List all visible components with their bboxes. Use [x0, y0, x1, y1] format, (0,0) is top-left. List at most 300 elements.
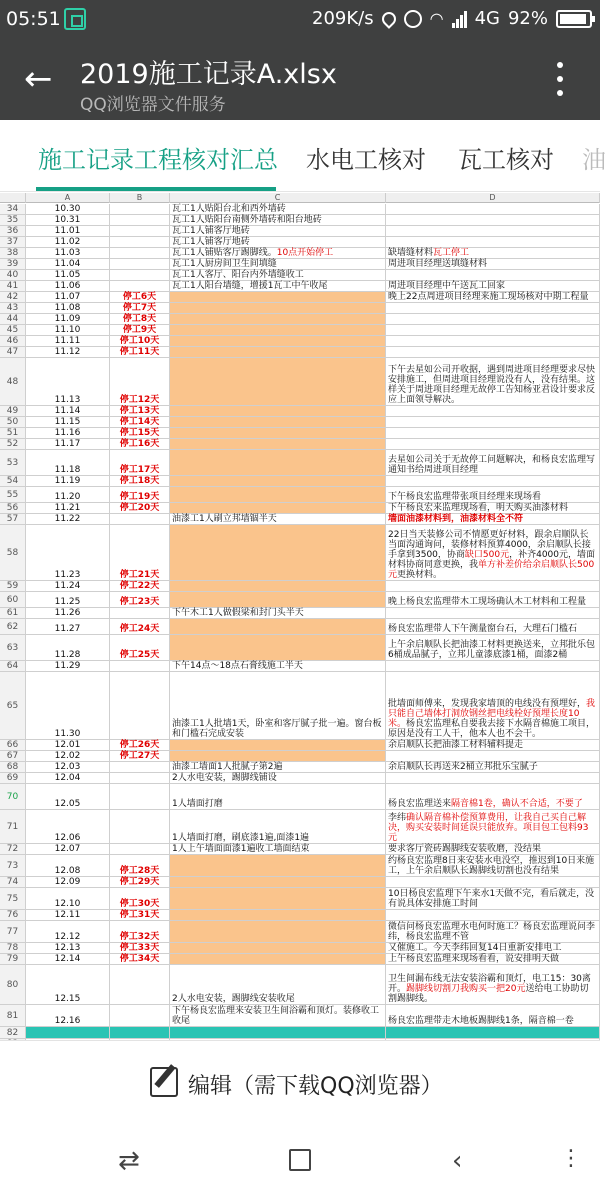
stop-days-cell[interactable] — [110, 619, 170, 634]
stop-days-cell[interactable] — [110, 954, 170, 964]
cell-text: 单方补差价给余启顺队长500元 — [388, 560, 595, 580]
date-cell[interactable] — [26, 608, 110, 618]
cell-text: 10日杨良宏监理下午来水1天做不完，看后就走，没有说具体安排施工时间 — [388, 889, 595, 909]
note-cell[interactable] — [386, 762, 600, 772]
column-header-c[interactable]: C — [170, 193, 386, 203]
note-cell[interactable] — [386, 237, 600, 247]
work-cell[interactable] — [170, 336, 386, 346]
note-cell[interactable] — [386, 877, 600, 887]
row-number[interactable] — [0, 281, 26, 291]
stop-days-cell[interactable] — [110, 487, 170, 502]
row-number[interactable] — [0, 215, 26, 225]
cell-text: 76 — [6, 910, 19, 920]
note-cell[interactable] — [386, 751, 600, 761]
stop-days-cell[interactable] — [110, 417, 170, 427]
date-cell[interactable] — [26, 347, 110, 357]
work-cell[interactable] — [170, 784, 386, 809]
stop-days-cell[interactable] — [110, 1005, 170, 1026]
work-cell[interactable] — [170, 358, 386, 405]
stop-days-cell[interactable] — [110, 965, 170, 1004]
tab-summary[interactable]: 施工记录工程核对汇总 — [38, 146, 278, 174]
stop-days-cell[interactable] — [110, 844, 170, 854]
stop-days-cell[interactable] — [110, 428, 170, 438]
work-cell[interactable] — [170, 592, 386, 607]
row-number[interactable] — [0, 751, 26, 761]
table-row — [0, 888, 600, 910]
note-cell[interactable] — [386, 358, 600, 405]
row-number[interactable] — [0, 608, 26, 618]
row-number[interactable] — [0, 910, 26, 920]
note-cell[interactable] — [386, 215, 600, 225]
date-cell[interactable] — [26, 810, 110, 843]
tab-painting[interactable]: 油 — [582, 146, 606, 174]
date-cell[interactable] — [26, 888, 110, 909]
work-cell[interactable] — [170, 1005, 386, 1026]
stop-days-cell[interactable] — [110, 784, 170, 809]
date-cell[interactable] — [26, 844, 110, 854]
stop-days-cell[interactable] — [110, 877, 170, 887]
date-cell[interactable] — [26, 336, 110, 346]
work-cell[interactable] — [170, 608, 386, 618]
note-cell[interactable] — [386, 844, 600, 854]
stop-days-cell[interactable] — [110, 439, 170, 449]
stop-days-cell[interactable] — [110, 347, 170, 357]
more-icon[interactable] — [556, 62, 564, 96]
stop-days-cell[interactable] — [110, 635, 170, 660]
work-cell[interactable] — [170, 215, 386, 225]
work-cell[interactable] — [170, 270, 386, 280]
note-cell[interactable] — [386, 292, 600, 302]
note-cell[interactable] — [386, 773, 600, 783]
date-cell[interactable] — [26, 514, 110, 524]
stop-days-cell[interactable] — [110, 943, 170, 953]
date-cell[interactable] — [26, 910, 110, 920]
stop-days-cell[interactable] — [110, 270, 170, 280]
stop-days-cell[interactable] — [110, 259, 170, 269]
work-cell[interactable] — [170, 740, 386, 750]
stop-days-cell[interactable] — [110, 773, 170, 783]
note-cell[interactable] — [386, 525, 600, 580]
stop-days-cell[interactable] — [110, 608, 170, 618]
table-row — [0, 751, 600, 762]
row-number[interactable] — [0, 773, 26, 783]
work-cell[interactable] — [170, 406, 386, 416]
note-cell[interactable] — [386, 910, 600, 920]
work-cell[interactable] — [170, 450, 386, 475]
stop-days-cell[interactable] — [110, 204, 170, 214]
note-cell[interactable] — [386, 740, 600, 750]
note-cell[interactable] — [386, 347, 600, 357]
nav-back-icon[interactable]: ‹ — [452, 1146, 463, 1176]
note-cell[interactable] — [386, 281, 600, 291]
note-cell[interactable] — [386, 450, 600, 475]
note-cell[interactable] — [386, 592, 600, 607]
row-number[interactable] — [0, 525, 26, 580]
note-cell[interactable] — [386, 810, 600, 843]
note-cell[interactable] — [386, 1005, 600, 1026]
row-number[interactable] — [0, 619, 26, 634]
date-cell[interactable] — [26, 877, 110, 887]
date-cell[interactable] — [26, 525, 110, 580]
date-cell[interactable] — [26, 248, 110, 258]
date-cell[interactable] — [26, 784, 110, 809]
note-cell[interactable] — [386, 635, 600, 660]
stop-days-cell[interactable] — [110, 661, 170, 671]
tab-plumbing[interactable]: 水电工核对 — [306, 146, 426, 174]
row-number[interactable] — [0, 844, 26, 854]
nav-switch-icon[interactable]: ⇄ — [118, 1146, 140, 1176]
battery-percent: 92% — [507, 8, 548, 29]
date-cell[interactable] — [26, 762, 110, 772]
note-cell[interactable] — [386, 672, 600, 739]
note-cell[interactable] — [386, 439, 600, 449]
table-row — [0, 877, 600, 888]
column-header-d[interactable]: D — [386, 193, 600, 203]
row-number[interactable] — [0, 954, 26, 964]
note-text — [388, 844, 541, 854]
tab-tiling[interactable]: 瓦工核对 — [458, 146, 554, 174]
date-cell[interactable] — [26, 281, 110, 291]
stop-days-cell[interactable] — [110, 476, 170, 486]
work-cell[interactable] — [170, 417, 386, 427]
nav-home-icon[interactable] — [289, 1149, 311, 1171]
row-number[interactable] — [0, 921, 26, 942]
row-number[interactable] — [0, 503, 26, 513]
note-text — [388, 856, 597, 876]
row-number[interactable] — [0, 325, 26, 335]
row-number[interactable] — [0, 965, 26, 1004]
work-text — [172, 237, 250, 247]
note-cell[interactable] — [386, 855, 600, 876]
work-cell[interactable] — [170, 476, 386, 486]
stop-days-cell[interactable] — [110, 237, 170, 247]
cell-text: 48 — [6, 376, 19, 387]
note-cell[interactable] — [386, 943, 600, 953]
date-cell[interactable] — [26, 439, 110, 449]
cell-text: 58 — [6, 547, 19, 558]
row-number[interactable] — [0, 204, 26, 214]
file-subtitle: QQ浏览器文件服务 — [80, 95, 226, 115]
note-cell[interactable] — [386, 619, 600, 634]
cell-text: 11.09 — [54, 314, 81, 324]
edit-bar[interactable] — [0, 1040, 600, 1128]
row-number[interactable] — [0, 810, 26, 843]
stop-days-cell[interactable] — [110, 762, 170, 772]
note-cell[interactable] — [386, 325, 600, 335]
note-cell[interactable] — [386, 784, 600, 809]
row-number[interactable] — [0, 439, 26, 449]
stop-days-cell[interactable] — [110, 215, 170, 225]
date-cell[interactable] — [26, 259, 110, 269]
work-cell[interactable] — [170, 1027, 386, 1038]
work-cell[interactable] — [170, 661, 386, 671]
stop-days-cell[interactable] — [110, 336, 170, 346]
row-number[interactable] — [0, 855, 26, 876]
date-cell[interactable] — [26, 503, 110, 513]
cell-text: 上午杨良宏监理来现场看看，说安排明天做 — [388, 954, 560, 964]
note-cell[interactable] — [386, 259, 600, 269]
stop-days-cell[interactable] — [110, 450, 170, 475]
date-cell[interactable] — [26, 921, 110, 942]
date-cell[interactable] — [26, 773, 110, 783]
work-cell[interactable] — [170, 581, 386, 591]
work-cell[interactable] — [170, 751, 386, 761]
work-cell[interactable] — [170, 503, 386, 513]
stop-days-cell[interactable] — [110, 514, 170, 524]
work-cell[interactable] — [170, 954, 386, 964]
row-number[interactable] — [0, 358, 26, 405]
cell-text: 11.23 — [54, 570, 81, 580]
cell-text: 下午杨良宏来监理现场看，明天购买油漆材料 — [388, 503, 569, 513]
note-cell[interactable] — [386, 1027, 600, 1038]
row-number[interactable] — [0, 1005, 26, 1026]
work-cell[interactable] — [170, 965, 386, 1004]
cell-text: 11.01 — [54, 226, 81, 236]
work-cell[interactable] — [170, 810, 386, 843]
stop-days-cell[interactable] — [110, 910, 170, 920]
note-cell[interactable] — [386, 476, 600, 486]
date-cell[interactable] — [26, 619, 110, 634]
table-row — [0, 1005, 600, 1027]
date-cell[interactable] — [26, 325, 110, 335]
row-number[interactable] — [0, 417, 26, 427]
note-cell[interactable] — [386, 417, 600, 427]
stop-days-cell[interactable] — [110, 592, 170, 607]
work-cell[interactable] — [170, 619, 386, 634]
row-number[interactable] — [0, 487, 26, 502]
table-row — [0, 943, 600, 954]
stop-days-cell[interactable] — [110, 503, 170, 513]
date-cell[interactable] — [26, 270, 110, 280]
work-cell[interactable] — [170, 525, 386, 580]
date-cell[interactable] — [26, 751, 110, 761]
date-cell[interactable] — [26, 1027, 110, 1038]
back-arrow-icon[interactable]: ← — [24, 59, 53, 99]
cell-text: 47 — [6, 347, 19, 357]
date-cell[interactable] — [26, 476, 110, 486]
work-cell[interactable] — [170, 226, 386, 236]
work-cell[interactable] — [170, 773, 386, 783]
cell-text: 12.12 — [54, 932, 81, 942]
stop-days-cell[interactable] — [110, 292, 170, 302]
stop-days-cell[interactable] — [110, 810, 170, 843]
note-cell[interactable] — [386, 336, 600, 346]
row-number[interactable] — [0, 661, 26, 671]
cell-text: ，补齐4000元，墙面材料协商同意更换，我 — [388, 550, 595, 570]
work-cell[interactable] — [170, 855, 386, 876]
row-number[interactable] — [0, 740, 26, 750]
date-cell[interactable] — [26, 487, 110, 502]
work-cell[interactable] — [170, 204, 386, 214]
stop-days-cell[interactable] — [110, 406, 170, 416]
note-cell[interactable] — [386, 303, 600, 313]
note-cell[interactable] — [386, 428, 600, 438]
date-cell[interactable] — [26, 943, 110, 953]
row-number[interactable] — [0, 784, 26, 809]
stop-days-cell[interactable] — [110, 525, 170, 580]
date-cell[interactable] — [26, 661, 110, 671]
note-cell[interactable] — [386, 608, 600, 618]
stop-days-cell[interactable] — [110, 581, 170, 591]
row-number[interactable] — [0, 347, 26, 357]
stop-days-cell[interactable] — [110, 358, 170, 405]
date-cell[interactable] — [26, 215, 110, 225]
note-cell[interactable] — [386, 581, 600, 591]
row-number[interactable] — [0, 581, 26, 591]
note-cell[interactable] — [386, 965, 600, 1004]
date-cell[interactable] — [26, 303, 110, 313]
row-number[interactable] — [0, 226, 26, 236]
cell-text: 64 — [6, 661, 19, 671]
spreadsheet[interactable] — [0, 193, 600, 1040]
date-cell[interactable] — [26, 855, 110, 876]
work-cell[interactable] — [170, 762, 386, 772]
row-number[interactable] — [0, 270, 26, 280]
row-number[interactable] — [0, 428, 26, 438]
work-cell[interactable] — [170, 910, 386, 920]
stop-days-cell[interactable] — [110, 855, 170, 876]
work-cell[interactable] — [170, 514, 386, 524]
work-cell[interactable] — [170, 248, 386, 258]
date-cell[interactable] — [26, 450, 110, 475]
date-cell[interactable] — [26, 292, 110, 302]
cell-text: 11.17 — [54, 439, 81, 449]
cell-text: 11.14 — [54, 406, 81, 416]
row-number[interactable] — [0, 314, 26, 324]
edit-button-label[interactable]: 编辑（需下载QQ浏览器） — [188, 1074, 443, 1099]
work-cell[interactable] — [170, 325, 386, 335]
note-cell[interactable] — [386, 487, 600, 502]
row-number[interactable] — [0, 762, 26, 772]
work-cell[interactable] — [170, 259, 386, 269]
row-number[interactable] — [0, 514, 26, 524]
cell-text: 57 — [6, 514, 19, 524]
cell-text: 瓦工1人阳台墙缝，增援1瓦工中午收尾 — [172, 281, 328, 291]
table-row — [0, 358, 600, 406]
stop-days-cell[interactable] — [110, 1027, 170, 1038]
stop-days-cell[interactable] — [110, 325, 170, 335]
date-cell[interactable] — [26, 965, 110, 1004]
row-number[interactable] — [0, 877, 26, 887]
work-cell[interactable] — [170, 428, 386, 438]
note-cell[interactable] — [386, 661, 600, 671]
stop-days-cell[interactable] — [110, 281, 170, 291]
cell-text: 停工19天 — [119, 492, 160, 502]
stop-days-cell[interactable] — [110, 921, 170, 942]
row-number[interactable] — [0, 672, 26, 739]
date-cell[interactable] — [26, 592, 110, 607]
cell-text: 63 — [6, 642, 19, 653]
note-cell[interactable] — [386, 888, 600, 909]
stop-days-cell[interactable] — [110, 740, 170, 750]
row-number[interactable] — [0, 592, 26, 607]
date-cell[interactable] — [26, 672, 110, 739]
cell-text: 停工28天 — [119, 866, 160, 876]
work-cell[interactable] — [170, 237, 386, 247]
date-cell[interactable] — [26, 428, 110, 438]
date-cell[interactable] — [26, 237, 110, 247]
note-cell[interactable] — [386, 314, 600, 324]
date-cell[interactable] — [26, 740, 110, 750]
row-number[interactable] — [0, 476, 26, 486]
note-cell[interactable] — [386, 406, 600, 416]
date-cell[interactable] — [26, 581, 110, 591]
cell-text: 停工13天 — [119, 406, 160, 416]
note-cell[interactable] — [386, 248, 600, 258]
stop-days-cell[interactable] — [110, 888, 170, 909]
cell-text: 11.12 — [54, 347, 81, 357]
row-number[interactable] — [0, 1027, 26, 1038]
edit-icon[interactable] — [150, 1067, 178, 1097]
row-number[interactable] — [0, 292, 26, 302]
row-number[interactable] — [0, 888, 26, 909]
note-cell[interactable] — [386, 954, 600, 964]
stop-days-cell[interactable] — [110, 672, 170, 739]
date-cell[interactable] — [26, 406, 110, 416]
cell-text: 11.22 — [54, 514, 81, 524]
work-cell[interactable] — [170, 672, 386, 739]
date-cell[interactable] — [26, 417, 110, 427]
stop-days-cell[interactable] — [110, 226, 170, 236]
row-number[interactable] — [0, 237, 26, 247]
date-cell[interactable] — [26, 314, 110, 324]
row-number[interactable] — [0, 336, 26, 346]
work-cell[interactable] — [170, 921, 386, 942]
date-cell[interactable] — [26, 204, 110, 214]
note-cell[interactable] — [386, 514, 600, 524]
work-cell[interactable] — [170, 292, 386, 302]
row-number[interactable] — [0, 943, 26, 953]
row-number[interactable] — [0, 406, 26, 416]
row-number[interactable] — [0, 303, 26, 313]
work-cell[interactable] — [170, 281, 386, 291]
column-header-a[interactable]: A — [26, 193, 110, 203]
date-cell[interactable] — [26, 226, 110, 236]
work-cell[interactable] — [170, 303, 386, 313]
stop-days-cell[interactable] — [110, 248, 170, 258]
date-cell[interactable] — [26, 635, 110, 660]
work-cell[interactable] — [170, 635, 386, 660]
note-cell[interactable] — [386, 204, 600, 214]
work-cell[interactable] — [170, 439, 386, 449]
date-cell[interactable] — [26, 954, 110, 964]
row-number[interactable] — [0, 635, 26, 660]
stop-days-cell[interactable] — [110, 314, 170, 324]
work-cell[interactable] — [170, 844, 386, 854]
note-cell[interactable] — [386, 226, 600, 236]
row-number[interactable] — [0, 450, 26, 475]
work-cell[interactable] — [170, 943, 386, 953]
note-cell[interactable] — [386, 503, 600, 513]
work-cell[interactable] — [170, 314, 386, 324]
work-cell[interactable] — [170, 347, 386, 357]
row-number[interactable] — [0, 248, 26, 258]
cell-text: 12.11 — [54, 910, 81, 920]
work-cell[interactable] — [170, 487, 386, 502]
note-cell[interactable] — [386, 921, 600, 942]
note-cell[interactable] — [386, 270, 600, 280]
date-cell[interactable] — [26, 358, 110, 405]
row-number[interactable] — [0, 259, 26, 269]
stop-days-cell[interactable] — [110, 751, 170, 761]
nav-menu-icon[interactable]: ⋮ — [560, 1146, 582, 1171]
stop-days-cell[interactable] — [110, 303, 170, 313]
work-cell[interactable] — [170, 888, 386, 909]
date-cell[interactable] — [26, 1005, 110, 1026]
system-nav-bar — [0, 1128, 600, 1200]
column-header-b[interactable]: B — [110, 193, 170, 203]
work-cell[interactable] — [170, 877, 386, 887]
